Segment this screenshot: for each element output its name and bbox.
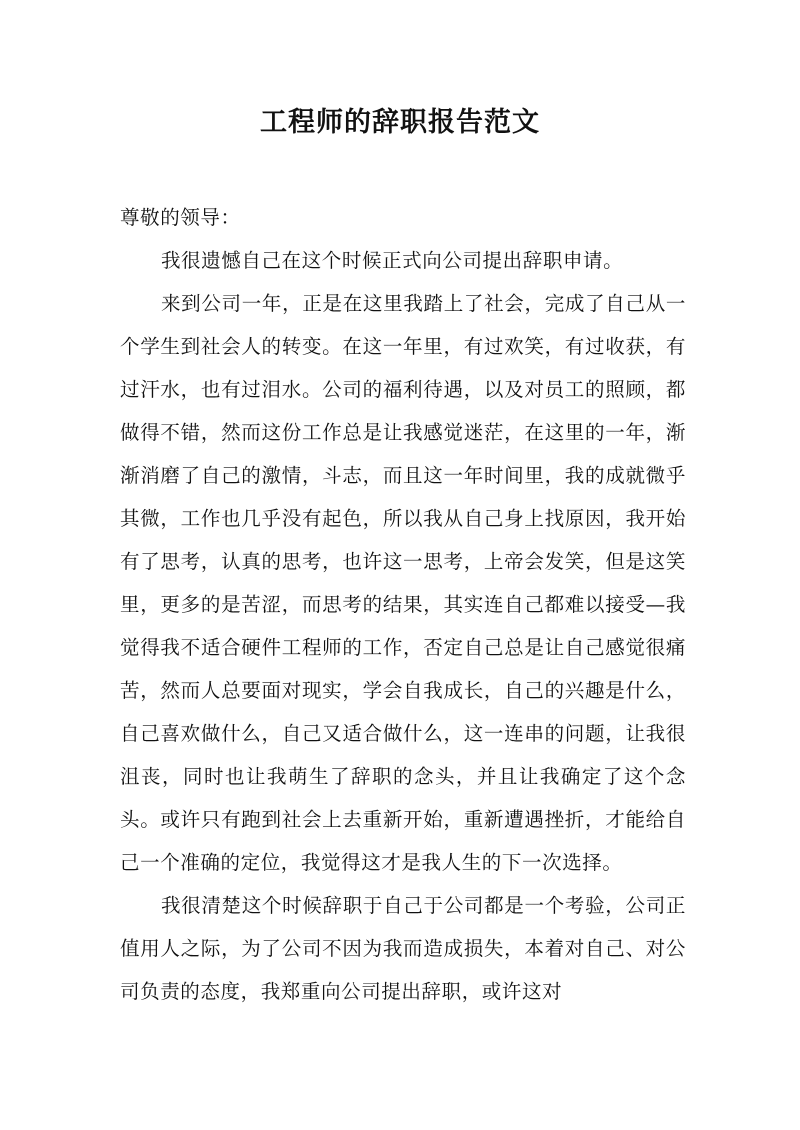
paragraph-3: 我很清楚这个时候辞职于自己于公司都是一个考验，公司正值用人之际，为了公司不因为我而造成损失，本着对自己、对公司负责的态度，我郑重向公司提出辞职，或许这对 <box>120 894 686 1003</box>
paragraph-1: 我很遗憾自己在这个时候正式向公司提出辞职申请。 <box>160 249 624 272</box>
paragraph-2: 来到公司一年，正是在这里我踏上了社会，完成了自己从一个学生到社会人的转变。在这一年里，有过欢笑，有过收获，有过汗水，也有过泪水。公司的福利待遇，以及对员工的照顾，都做得不错，然而这份工作总是让我感觉迷茫，在这里的一年，渐渐消磨了自己的激情，斗志，而且这一年时间里，我的成就微乎其微，工作也几乎没有起色，所以我从自己身上找原因，我开始有了思考，认真的思考，也许这一思考，上帝会发笑，但是这笑里，更多的是苦涩，而思考的结果，其实连自己都难以接受—我觉得我不适合硬件工程师的工作，否定自己总是让自己感觉很痛苦，然而人总要面对现实，学会自我成长，自己的兴趣是什么，自己喜欢做什么，自己又适合做什么，这一连串的问题，让我很沮丧，同时也让我萌生了辞职的念头，并且让我确定了这个念头。或许只有跑到社会上去重新开始，重新遭遇挫折，才能给自己一个准确的定位，我觉得这才是我人生的下一次选择。 <box>120 292 686 874</box>
document-title: 工程师的辞职报告范文 <box>260 107 540 138</box>
document-body <box>120 196 686 1013</box>
salutation: 尊敬的领导： <box>120 206 241 229</box>
